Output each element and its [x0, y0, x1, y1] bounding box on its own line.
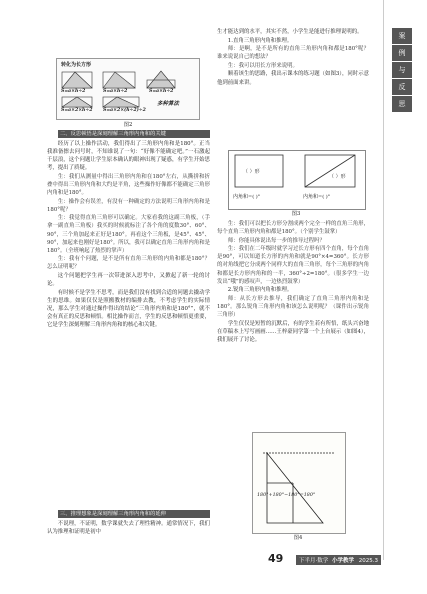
figure-3 [228, 150, 366, 210]
formula-3: S=a×h÷2 [149, 89, 174, 94]
right-column-middle [217, 220, 369, 344]
sidebar-tabs [392, 28, 412, 113]
paragraph: 有时候不是学生不思考，而是我们没有找到合适的问题去撬动学生的思维。如果仅仅是照搬教材的编排去教，不考虑学生的实际情况，那么学生对通过操作得出的结论“三角形内角和是180°”，就不会有真正的反思和顿悟。相比操作而言，学生的反思和顿悟更重要，它是学生深刻理解三角形内角和的核心和关键。 [47, 289, 210, 329]
student-quote: 生：我们在二年级时就学习过长方形有四个直角，每个直角是90°，可以知道长方形的内角和就是90°×4=360°。长方形的对角线把它分成两个同样大的直角三角形，每个三角形的内角和都是长方形内角和的一半，360°÷2=180°。（很多学生一边发出“哦”的感叹声，一边热烈鼓掌） [217, 246, 369, 285]
subheading: 2.锐角三角形内角和推理。 [227, 287, 293, 294]
fig3-shape-label-1: （ ）形 [243, 169, 260, 175]
figure-3-caption: 图3 [291, 211, 301, 217]
student-quote: 生：我有个问题，是不是所有直角三角形的内角和都是180°？怎么证明呢？ [47, 256, 210, 271]
student-quote: 生：我觉得直角三角形可以确定。大家看我的这副三角板，（手拿一副直角三角板）我买的时候就标注了各个角的度数30°、60°、90°，三个角加起来正好是180°。再看这个三角板，是45°、45°、90°，加起来也刚好是180°。所以，我可以确定直角三角形内角和是180°。（全班响起了热烈的掌声） [47, 215, 210, 254]
teacher-quote: 师：你能具体说出每一步的推导过程吗？ [227, 237, 325, 244]
figure-4-drawing [253, 433, 345, 533]
issue-number: 2025.3 [358, 558, 379, 564]
figure-4 [252, 432, 346, 534]
paragraph: 生才能达到的水平，其实不然，小学生是能进行推理说明的。 [217, 29, 363, 35]
figure-3-shapes [229, 151, 365, 209]
sidebar-char: 思 [392, 96, 412, 112]
magazine-brand: 小学教学 [332, 558, 355, 564]
section-heading-2: 二、反思顿悟是深刻理解三角形内角和的关键 [58, 130, 210, 138]
sidebar-char: 反 [392, 79, 412, 95]
formula-5: S=a×2×(h÷2)÷2 [103, 108, 146, 113]
student-quote: 生：我可以用长方形来说明。 [227, 62, 298, 69]
magazine-band [296, 555, 381, 565]
sidebar-char: 与 [392, 62, 412, 78]
fig4-equation: 180°+180°−180°=180° [257, 493, 316, 498]
left-column-end [47, 520, 210, 537]
right-column-top [217, 28, 369, 87]
formula-1: S=a×h÷2 [61, 89, 86, 94]
paragraph: 顺着该生的思路，我出示课本的练习题（如图3），同时示意他到前面来讲。 [217, 71, 369, 86]
figure-2 [56, 58, 200, 120]
student-quote: 生：我们从测量中得出三角形内角和在180°左右，从撕拼和折叠中得出三角形内角和大约是平角，这些操作好像都不能确定三角形内角和是180°。 [47, 173, 210, 197]
magazine-section: 下半月·数学 [299, 558, 329, 564]
formula-4: S=a×2×h÷2 [61, 108, 93, 113]
paragraph: 这个问题把学生再一次带进深入思考中，又掀起了新一轮的讨论。 [47, 273, 210, 288]
fig3-sum-1: 内角和=( )° [233, 194, 261, 200]
teacher-quote: 师：是啊，是不是所有的直角三角形内角和都是180°呢？谁来说说自己的想法？ [217, 46, 369, 61]
figure-2-caption: 图2 [123, 122, 133, 128]
fig3-shape-label-2: （ ）形 [329, 174, 346, 180]
figure-4-caption: 图4 [293, 535, 303, 541]
column-rule [383, 0, 384, 560]
section-heading-3: 三、推理想象是深刻理解三角形内角和的延伸 [58, 510, 210, 518]
paragraph: 学生仅仅是短暂的沉默后，有的学生若有所悟，纸头兴奋地在草稿本上写写画画……王梓豪同学第一个上台展示（如图4），我们展开了讨论。 [217, 320, 369, 343]
subheading: 1.直角三角形内角和推理。 [227, 37, 293, 44]
fig3-sum-2: 内角和=( )° [303, 194, 331, 200]
left-column [47, 140, 210, 330]
paragraph: 经历了以上操作活动，我们得出了三角形内角和是180°。正当我准备擦去问号时，不知谁说了一句：“好像不能确定吧。”一石激起千层浪，这个问题让学生原本确认的眼神出现了疑惑，有学生开始思考，提出了质疑。 [47, 141, 210, 172]
teacher-quote: 师：从长方形去推导，我们确定了直角三角形内角和是180°。那么锐角三角形内角和该怎么说明呢？（课件出示锐角三角形） [217, 295, 369, 319]
page-number: 49 [268, 552, 284, 565]
paragraph: 不说理，不证明，数学课就失去了理性精神。通常情况下，我们认为推理和证明是初中 [47, 521, 210, 536]
sidebar-char: 例 [392, 45, 412, 61]
figure-2-title: 转化为长方形 [61, 62, 92, 68]
student-quote: 生：我们可以把长方形分割成两个完全一样的直角三角形，每个直角三角形内角和都是180°。（个别学生鼓掌） [217, 221, 369, 236]
student-quote: 生：操作会有误差，有没有一种确定的方法说明三角形内角和是180°呢？ [47, 198, 210, 213]
sidebar-char: 案 [392, 28, 412, 44]
multi-method-label: 多种算法 [157, 101, 180, 107]
formula-2: S=a×h÷2 [103, 89, 128, 94]
